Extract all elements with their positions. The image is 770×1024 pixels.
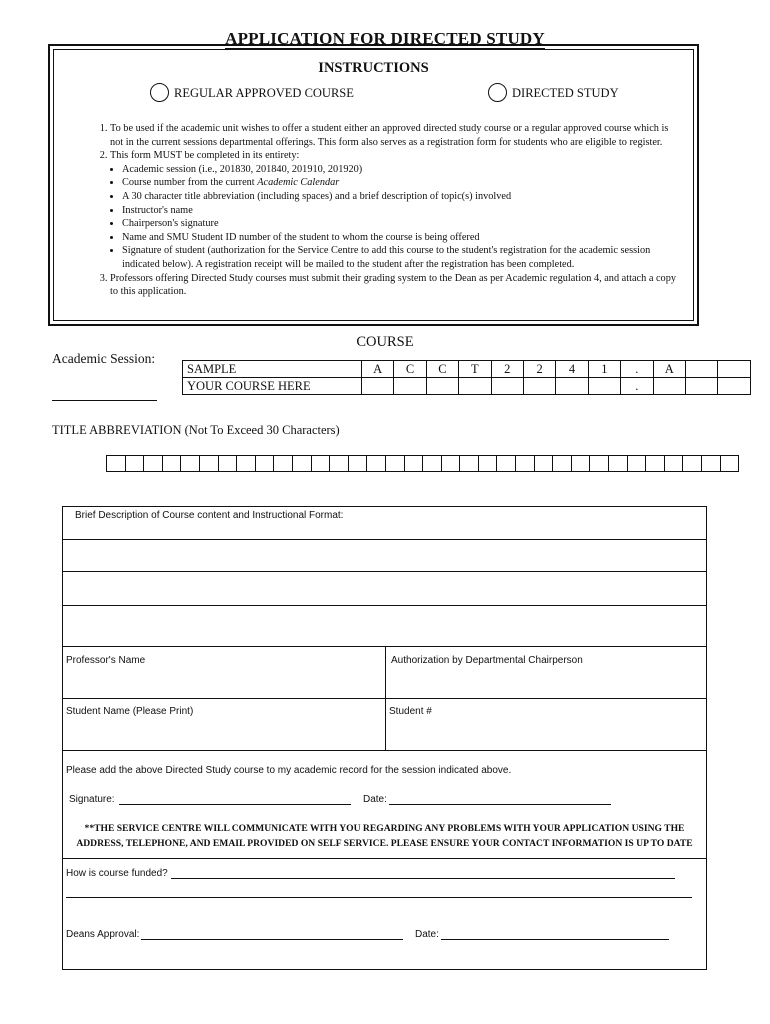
title-char-cell[interactable] xyxy=(720,456,739,472)
title-char-cell[interactable] xyxy=(571,456,590,472)
service-centre-notice: **THE SERVICE CENTRE WILL COMMUNICATE WITH YOU REGARDING ANY PROBLEMS WITH YOUR APPLICATION USING THE ADDRESS, TELEPHONE, AND EMAIL PROVIDED ON SELF SERVICE. PLEASE ENSURE YOUR CONTACT INFORMATION IS UP TO DATE xyxy=(76,823,693,849)
deans-date-label: Date: xyxy=(415,929,439,940)
bullet-course-number: • Course number from the current Academic Calendar xyxy=(122,176,684,190)
title-char-cell[interactable] xyxy=(478,456,497,472)
title-char-cell[interactable] xyxy=(664,456,683,472)
academic-session-field[interactable] xyxy=(52,400,157,401)
bullet-student-id: • Name and SMU Student ID number of the student to whom the course is being offered xyxy=(122,231,684,245)
course-number-grid xyxy=(182,360,751,395)
course-sample-label: SAMPLE xyxy=(183,361,362,378)
sample-cell: 2 xyxy=(523,361,555,378)
professor-name-label: Professor's Name xyxy=(66,655,146,666)
date-field[interactable] xyxy=(389,804,611,805)
bullet-chair-signature: • Chairperson's signature xyxy=(122,217,684,231)
course-entry-cell[interactable] xyxy=(362,378,394,395)
instructions-box xyxy=(48,44,699,326)
student-name-field[interactable] xyxy=(63,699,385,750)
title-char-cell[interactable] xyxy=(627,456,646,472)
title-char-cell[interactable] xyxy=(181,456,200,472)
add-course-statement: Please add the above Directed Study course to my academic record for the session indicated above. xyxy=(66,765,512,776)
course-entry-row xyxy=(183,378,751,395)
course-entry-cell[interactable] xyxy=(556,378,588,395)
directed-study-radio[interactable] xyxy=(488,83,507,102)
title-char-cell[interactable] xyxy=(237,456,256,472)
student-number-label: Student # xyxy=(389,706,432,717)
description-field-4[interactable] xyxy=(63,606,706,646)
signature-label: Signature: xyxy=(69,794,115,805)
sample-cell xyxy=(685,361,717,378)
instruction-item-2 xyxy=(110,149,684,271)
directed-study-label: DIRECTED STUDY xyxy=(512,86,619,100)
title-char-cell[interactable] xyxy=(144,456,163,472)
regular-course-radio[interactable] xyxy=(150,83,169,102)
sample-cell: . xyxy=(621,361,653,378)
description-label: Brief Description of Course content and Instructional Format: xyxy=(75,510,344,521)
course-entry-cell[interactable] xyxy=(718,378,750,395)
sample-cell: C xyxy=(426,361,458,378)
course-entry-cell[interactable] xyxy=(491,378,523,395)
bullet-title-abbreviation: • A 30 character title abbreviation (including spaces) and a brief description of topic(s) involved xyxy=(122,190,684,204)
title-char-cell[interactable] xyxy=(274,456,293,472)
funding-field[interactable] xyxy=(171,878,675,879)
course-entry-cell[interactable] xyxy=(394,378,426,395)
title-char-cell[interactable] xyxy=(125,456,144,472)
title-char-cell[interactable] xyxy=(553,456,572,472)
title-abbreviation-grid xyxy=(106,455,739,472)
title-char-cell[interactable] xyxy=(255,456,274,472)
student-number-field[interactable] xyxy=(386,699,706,750)
instruction-item-2-text: This form MUST be completed in its entirety: xyxy=(110,150,300,162)
title-char-cell[interactable] xyxy=(162,456,181,472)
title-char-cell[interactable] xyxy=(460,456,479,472)
signature-field[interactable] xyxy=(119,804,351,805)
title-char-cell[interactable] xyxy=(367,456,386,472)
regular-course-label: REGULAR APPROVED COURSE xyxy=(174,86,354,100)
instruction-item-3: 3. Professors offering Directed Study courses must submit their grading system to the Dean as per Academic regulation 4, and attach a copy to this application. xyxy=(110,272,684,299)
academic-session-label: Academic Session: xyxy=(52,351,156,366)
deans-date-field[interactable] xyxy=(441,939,669,940)
instructions-list xyxy=(94,122,684,299)
course-entry-cell[interactable] xyxy=(523,378,555,395)
bullet-student-signature: • Signature of student (authorization for the Service Centre to add this course to the student's registration for the academic session indicated below). A registration receipt will be mailed to the student after the registration has been completed. xyxy=(122,244,684,271)
sample-cell: A xyxy=(362,361,394,378)
document-title: APPLICATION FOR DIRECTED STUDY xyxy=(225,29,545,48)
title-char-cell[interactable] xyxy=(683,456,702,472)
course-sample-row xyxy=(183,361,751,378)
professor-name-field[interactable] xyxy=(63,647,385,698)
funding-label: How is course funded? xyxy=(66,868,168,879)
course-entry-cell[interactable]: . xyxy=(621,378,653,395)
title-char-cell[interactable] xyxy=(646,456,665,472)
course-entry-cell[interactable] xyxy=(426,378,458,395)
title-char-cell[interactable] xyxy=(590,456,609,472)
course-entry-cell[interactable] xyxy=(588,378,620,395)
sample-cell: C xyxy=(394,361,426,378)
title-char-cell[interactable] xyxy=(609,456,628,472)
course-heading: COURSE xyxy=(356,334,414,350)
application-form xyxy=(62,506,707,970)
title-char-cell[interactable] xyxy=(702,456,721,472)
title-char-cell[interactable] xyxy=(199,456,218,472)
title-char-cell[interactable] xyxy=(348,456,367,472)
date-label: Date: xyxy=(363,794,387,805)
title-char-cell[interactable] xyxy=(423,456,442,472)
sample-cell: 4 xyxy=(556,361,588,378)
bullet-instructor: • Instructor's name xyxy=(122,204,684,218)
title-char-cell[interactable] xyxy=(292,456,311,472)
sample-cell xyxy=(718,361,750,378)
divider xyxy=(63,750,706,751)
title-abbreviation-label: TITLE ABBREVIATION (Not To Exceed 30 Characters) xyxy=(52,423,340,437)
title-char-cell[interactable] xyxy=(516,456,535,472)
sample-cell: 2 xyxy=(491,361,523,378)
bullet-session: • Academic session (i.e., 201830, 201840, 201910, 201920) xyxy=(122,163,684,177)
title-char-cell[interactable] xyxy=(311,456,330,472)
title-char-cell[interactable] xyxy=(385,456,404,472)
title-char-cell[interactable] xyxy=(107,456,126,472)
title-char-cell[interactable] xyxy=(330,456,349,472)
description-field-1[interactable] xyxy=(63,507,706,539)
title-char-cell[interactable] xyxy=(441,456,460,472)
funding-field-continued[interactable] xyxy=(66,897,692,898)
instructions-heading: INSTRUCTIONS xyxy=(318,60,429,76)
course-entry-cell[interactable] xyxy=(685,378,717,395)
title-char-cell[interactable] xyxy=(404,456,423,472)
title-char-cell[interactable] xyxy=(218,456,237,472)
description-field-2[interactable] xyxy=(63,540,706,571)
deans-approval-field[interactable] xyxy=(141,939,403,940)
course-entry-cell[interactable] xyxy=(653,378,685,395)
chair-authorization-label: Authorization by Departmental Chairperson xyxy=(391,655,583,666)
instruction-item-1: 1. To be used if the academic unit wishes to offer a student either an approved directed study course or a regular approved course which is not in the current sessions departmental offerings. This form also serves as a registration form for students who are eligible to register. xyxy=(110,122,684,149)
student-name-label: Student Name (Please Print) xyxy=(66,706,194,717)
description-field-3[interactable] xyxy=(63,572,706,605)
sample-cell: A xyxy=(653,361,685,378)
deans-approval-label: Deans Approval: xyxy=(66,929,140,940)
course-entry-cell[interactable] xyxy=(459,378,491,395)
sample-cell: T xyxy=(459,361,491,378)
sample-cell: 1 xyxy=(588,361,620,378)
chair-authorization-field[interactable] xyxy=(386,647,706,698)
title-char-cell[interactable] xyxy=(534,456,553,472)
course-entry-label: YOUR COURSE HERE xyxy=(183,378,362,395)
title-char-cell[interactable] xyxy=(497,456,516,472)
divider xyxy=(63,858,706,859)
